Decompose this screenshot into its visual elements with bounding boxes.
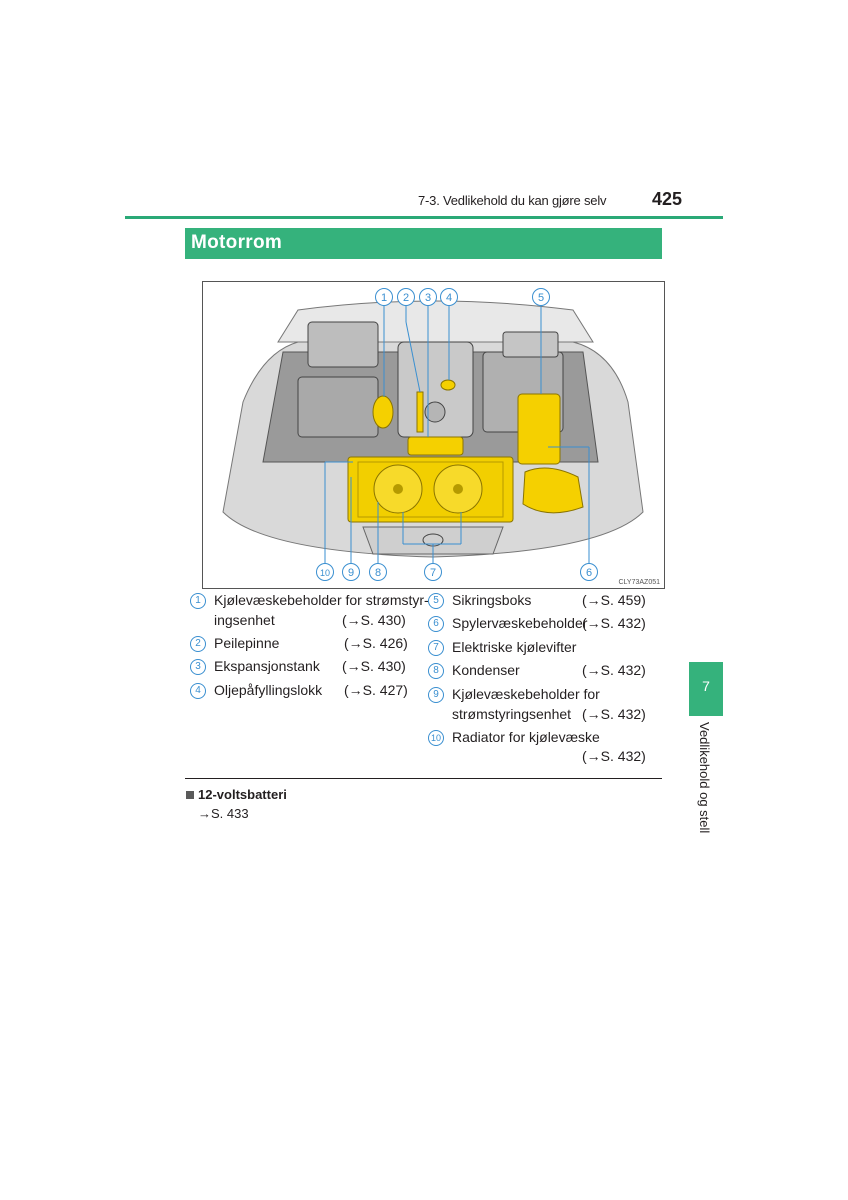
callout-4 <box>441 289 458 306</box>
fan-hub-right <box>453 484 463 494</box>
section-divider <box>185 778 662 779</box>
legend-ref: (→S. 430) <box>342 612 406 628</box>
callout-7 <box>425 564 442 581</box>
square-bullet-icon <box>186 791 194 799</box>
legend-label: Kondenser <box>452 662 520 678</box>
callout-3 <box>420 289 437 306</box>
legend-ref: (→S. 432) <box>582 706 646 722</box>
legend-label: Oljepåfyllingslokk <box>214 682 323 698</box>
fan-hub-left <box>393 484 403 494</box>
callout-5 <box>533 289 550 306</box>
legend-label: Elektriske kjølevifter <box>452 639 577 655</box>
legend-label: Sikringsboks <box>452 592 532 608</box>
washer-reservoir <box>523 468 583 513</box>
engine-compartment-figure <box>202 281 665 589</box>
legend-ref: (→S. 432) <box>582 662 646 678</box>
legend-number: 6 <box>428 616 444 632</box>
svg-text:4: 4 <box>445 292 453 304</box>
legend-number: 5 <box>428 593 444 609</box>
legend-ref: (→S. 432) <box>582 615 646 631</box>
oil-filler-cap <box>441 380 455 390</box>
callout-2 <box>398 289 415 306</box>
figure-code: CLY73AZ051 <box>618 579 660 586</box>
callout-8 <box>370 564 387 581</box>
svg-text:6: 6 <box>585 567 593 579</box>
subsection-title: 12-voltsbatteri <box>198 787 287 802</box>
callout-6 <box>581 564 598 581</box>
svg-text:2: 2 <box>402 292 410 304</box>
legend-ref: (→S. 430) <box>342 658 406 674</box>
legend-label: Ekspansjonstank <box>214 658 320 674</box>
section-title-bar <box>185 228 662 259</box>
legend-number: 9 <box>428 687 444 703</box>
legend-number: 10 <box>428 730 444 746</box>
running-header-section: 7-3. Vedlikehold du kan gjøre selv <box>418 193 607 208</box>
legend-number: 7 <box>428 640 444 656</box>
dipstick <box>417 392 423 432</box>
svg-text:10: 10 <box>319 568 331 578</box>
section-title: Motorrom <box>191 232 283 253</box>
legend-number: 8 <box>428 663 444 679</box>
legend-label-cont: strømstyringsenhet <box>452 706 572 722</box>
fuse-box <box>518 394 560 464</box>
svg-text:7: 7 <box>429 567 437 579</box>
legend-label: Radiator for kjølevæske <box>452 729 600 745</box>
header-rule <box>125 216 723 219</box>
legend-ref: (→S. 426) <box>344 635 408 651</box>
svg-text:1: 1 <box>380 292 388 304</box>
legend-label-cont: ingsenhet <box>214 612 275 628</box>
legend-label: Kjølevæskebeholder for <box>452 686 600 702</box>
legend-number: 2 <box>190 636 206 652</box>
legend-number: 1 <box>190 593 206 609</box>
chapter-tab <box>689 662 723 716</box>
svg-text:3: 3 <box>424 292 432 304</box>
legend-label: Spylervæskebeholder <box>452 615 588 631</box>
legend-number: 4 <box>190 683 206 699</box>
radiator <box>348 457 513 522</box>
legend-ref: (→S. 459) <box>582 592 646 608</box>
legend-number: 3 <box>190 659 206 675</box>
svg-text:8: 8 <box>374 567 382 579</box>
legend-label: Kjølevæskebeholder for strømstyr- <box>214 592 429 608</box>
chapter-number: 7 <box>702 678 710 694</box>
air-filter-box <box>308 322 378 367</box>
chapter-label: Vedlikehold og stell <box>697 722 712 834</box>
svg-text:5: 5 <box>537 292 545 304</box>
engine-block <box>398 342 473 437</box>
svg-text:9: 9 <box>347 567 355 579</box>
battery-cover <box>503 332 558 357</box>
engine-illustration <box>203 282 664 588</box>
expansion-tank <box>408 437 463 455</box>
callout-1 <box>376 289 393 306</box>
callout-10 <box>317 564 334 581</box>
intake-unit <box>298 377 378 437</box>
page-number: 425 <box>652 189 683 209</box>
subsection-ref: →S. 433 <box>198 806 249 821</box>
callout-9 <box>343 564 360 581</box>
legend-ref: (→S. 432) <box>582 748 646 764</box>
legend-ref: (→S. 427) <box>344 682 408 698</box>
power-steering-reservoir <box>373 396 393 428</box>
legend-label: Peilepinne <box>214 635 280 651</box>
